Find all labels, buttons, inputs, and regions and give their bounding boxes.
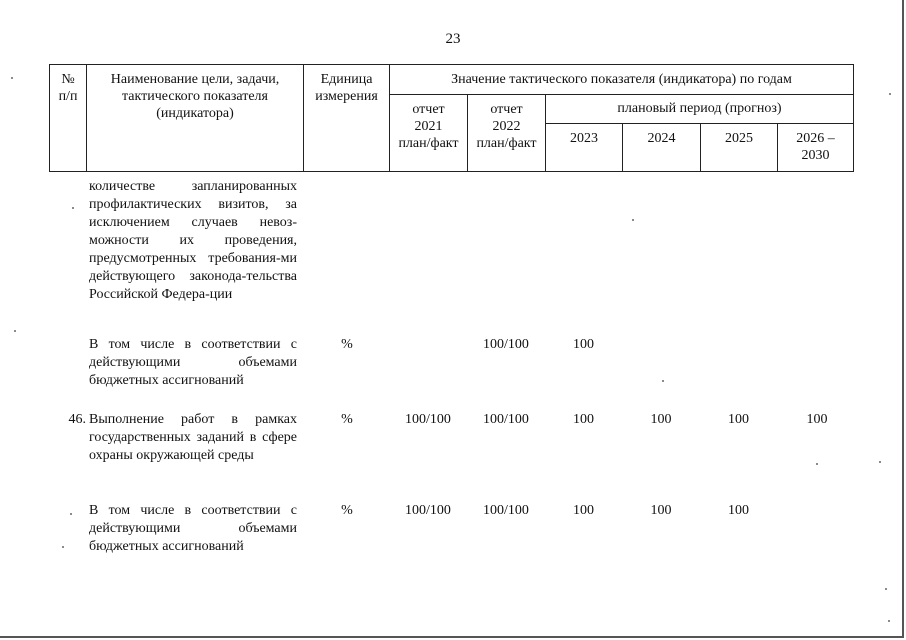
row-3-y2023: 100: [573, 503, 594, 518]
row-3-r2021: 100/100: [405, 503, 451, 518]
header-report-2022: отчет 2022 план/факт: [468, 95, 546, 172]
row-3-y2025: 100: [728, 503, 749, 518]
scan-speck: [889, 93, 891, 95]
scan-speck: [632, 219, 634, 221]
header-num: № п/п: [50, 65, 87, 172]
row-2-name: Выполнение работ в рамках государственных заданий в сфере охраны окружающей среды: [89, 412, 297, 463]
scan-speck: [62, 546, 64, 548]
row-3-name: В том числе в соответствии с действующими объемами бюджетных ассигнований: [89, 503, 297, 554]
row-1-y2023: 100: [573, 337, 594, 352]
row-2-r2022: 100/100: [483, 412, 529, 427]
header-2025: 2025: [701, 124, 778, 172]
scan-speck: [888, 620, 890, 622]
page-number: 23: [445, 31, 461, 47]
header-2023: 2023: [546, 124, 623, 172]
row-2-r2021: 100/100: [405, 412, 451, 427]
scan-speck: [70, 513, 72, 515]
row-3-y2024: 100: [650, 503, 672, 518]
row-2-y2023: 100: [573, 412, 594, 427]
scan-speck: [14, 330, 16, 332]
row-3-unit: %: [341, 503, 353, 518]
row-2-num: 46.: [68, 412, 86, 427]
row-2-unit: %: [341, 412, 353, 427]
header-report-2021: отчет 2021 план/факт: [390, 95, 468, 172]
row-2-y2024: 100: [650, 412, 672, 427]
scan-speck: [72, 207, 74, 209]
scan-speck: [885, 588, 887, 590]
table-header: [49, 64, 854, 172]
scan-speck: [11, 77, 13, 79]
row-1-unit: %: [341, 337, 353, 352]
row-2-y2025: 100: [728, 412, 749, 427]
row-3-r2022: 100/100: [483, 503, 529, 518]
header-unit: Единица измерения: [304, 65, 390, 172]
row-0-name: количестве запланированных профилактических визитов, за исключением случаев невоз-можности их проведения, предусмотренных требования-ми действующего законода-тельства Российской Федера-ции: [89, 179, 297, 302]
scan-speck: [816, 463, 818, 465]
row-1-name: В том числе в соответствии с действующими объемами бюджетных ассигнований: [89, 337, 297, 388]
header-values-group: Значение тактического показателя (индикатора) по годам: [390, 65, 854, 95]
row-1-r2022: 100/100: [483, 337, 529, 352]
scan-speck: [879, 461, 881, 463]
scan-speck: [662, 380, 664, 382]
row-2-y2026: 100: [806, 412, 828, 427]
header-name: Наименование цели, задачи, тактического показателя (индикатора): [87, 65, 304, 172]
header-2024: 2024: [623, 124, 701, 172]
header-planned-period: плановый период (прогноз): [546, 95, 854, 124]
header-2026-2030: 2026 – 2030: [778, 124, 854, 172]
